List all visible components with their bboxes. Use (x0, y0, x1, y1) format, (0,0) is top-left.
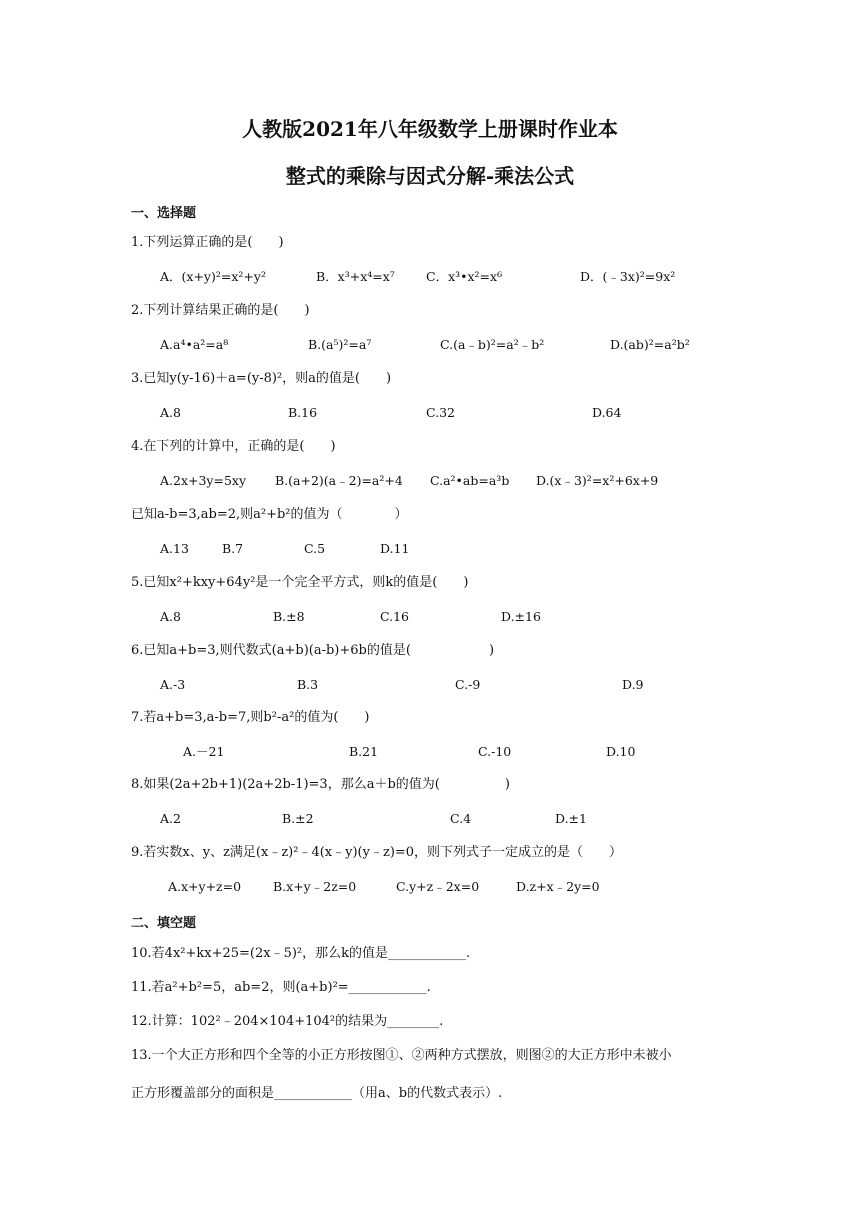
question-5-option-c: C.16 (380, 609, 409, 624)
question-13-line-1: 13.一个大正方形和四个全等的小正方形按图①、②两种方式摆放，则图②的大正方形中未被小 (131, 1048, 672, 1063)
question-6-option-d: D.9 (622, 677, 644, 692)
question-9: 9.若实数x、y、z满足(x﹣z)²﹣4(x﹣y)(y﹣z)=0，则下列式子一定成立的是（ ） (131, 845, 623, 860)
question-6-option-b: B.3 (297, 677, 319, 692)
question-7-option-c: C.-10 (478, 744, 512, 759)
question-3-option-a: A.8 (160, 405, 181, 420)
section-heading-choice: 一、选择题 (131, 206, 197, 221)
question-7-option-b: B.21 (349, 744, 379, 759)
page-subtitle: 整式的乘除与因式分解-乘法公式 (285, 164, 575, 188)
question-unnumbered: 已知a-b=3,ab=2,则a²+b²的值为（ ） (131, 507, 408, 522)
question-4-option-d: D.(x﹣3)²=x²+6x+9 (536, 473, 659, 488)
question-1-option-c: C．x³•x²=x⁶ (426, 269, 503, 284)
question-8-option-b: B.±2 (282, 811, 314, 826)
question-unnumbered-option-a: A.13 (160, 541, 189, 556)
question-5-option-d: D.±16 (501, 609, 541, 624)
page-title: 人教版2021年八年级数学上册课时作业本 (242, 117, 618, 141)
question-8-option-d: D.±1 (555, 811, 587, 826)
question-8: 8.如果(2a+2b+1)(2a+2b-1)=3，那么a＋b的值为( ) (131, 777, 510, 792)
question-1: 1.下列运算正确的是( ) (131, 235, 284, 250)
question-4: 4.在下列的计算中，正确的是( ) (131, 439, 336, 454)
question-5-option-b: B.±8 (273, 609, 305, 624)
question-8-option-c: C.4 (450, 811, 472, 826)
question-1-option-d: D．(﹣3x)²=9x² (580, 269, 676, 284)
question-3-option-c: C.32 (426, 405, 455, 420)
question-5-option-a: A.8 (160, 609, 181, 624)
question-unnumbered-option-c: C.5 (304, 541, 326, 556)
question-1-option-b: B．x³+x⁴=x⁷ (316, 269, 395, 284)
question-2-option-d: D.(ab)²=a²b² (610, 337, 690, 352)
question-6-option-a: A.-3 (160, 677, 186, 692)
question-12: 12.计算：102²﹣204×104+104²的结果为________. (131, 1014, 444, 1029)
question-4-option-c: C.a²•ab=a³b (430, 473, 510, 488)
question-5: 5.已知x²+kxy+64y²是一个完全平方式，则k的值是( ) (131, 575, 469, 590)
question-7-option-a: A.－21 (183, 744, 225, 759)
question-2-option-b: B.(a⁵)²=a⁷ (308, 337, 372, 352)
question-4-option-a: A.2x+3y=5xy (160, 473, 247, 488)
question-13-line-2: 正方形覆盖部分的面积是____________（用a、b的代数式表示）. (131, 1086, 503, 1101)
question-11: 11.若a²+b²=5，ab=2，则(a+b)²=____________. (131, 980, 431, 995)
question-7: 7.若a+b=3,a-b=7,则b²-a²的值为( ) (131, 710, 370, 725)
question-9-option-c: C.y+z﹣2x=0 (396, 879, 480, 894)
question-7-option-d: D.10 (606, 744, 636, 759)
question-6: 6.已知a+b=3,则代数式(a+b)(a-b)+6b的值是( ) (131, 643, 495, 658)
question-2-option-c: C.(a﹣b)²=a²﹣b² (440, 337, 545, 352)
question-9-option-a: A.x+y+z=0 (168, 879, 242, 894)
question-1-option-a: A．(x+y)²=x²+y² (160, 269, 266, 284)
question-2: 2.下列计算结果正确的是( ) (131, 303, 310, 318)
section-heading-fill: 二、填空题 (131, 916, 197, 931)
question-8-option-a: A.2 (160, 811, 181, 826)
question-2-option-a: A.a⁴•a²=a⁸ (160, 337, 229, 352)
question-6-option-c: C.-9 (455, 677, 481, 692)
question-3: 3.已知y(y-16)＋a=(y-8)²，则a的值是( ) (131, 371, 392, 386)
question-unnumbered-option-d: D.11 (380, 541, 410, 556)
question-10: 10.若4x²+kx+25=(2x﹣5)²，那么k的值是____________. (131, 946, 471, 961)
question-3-option-b: B.16 (288, 405, 318, 420)
question-9-option-b: B.x+y﹣2z=0 (273, 879, 357, 894)
question-3-option-d: D.64 (592, 405, 622, 420)
question-4-option-b: B.(a+2)(a﹣2)=a²+4 (275, 473, 403, 488)
question-9-option-d: D.z+x﹣2y=0 (516, 879, 600, 894)
question-unnumbered-option-b: B.7 (222, 541, 244, 556)
